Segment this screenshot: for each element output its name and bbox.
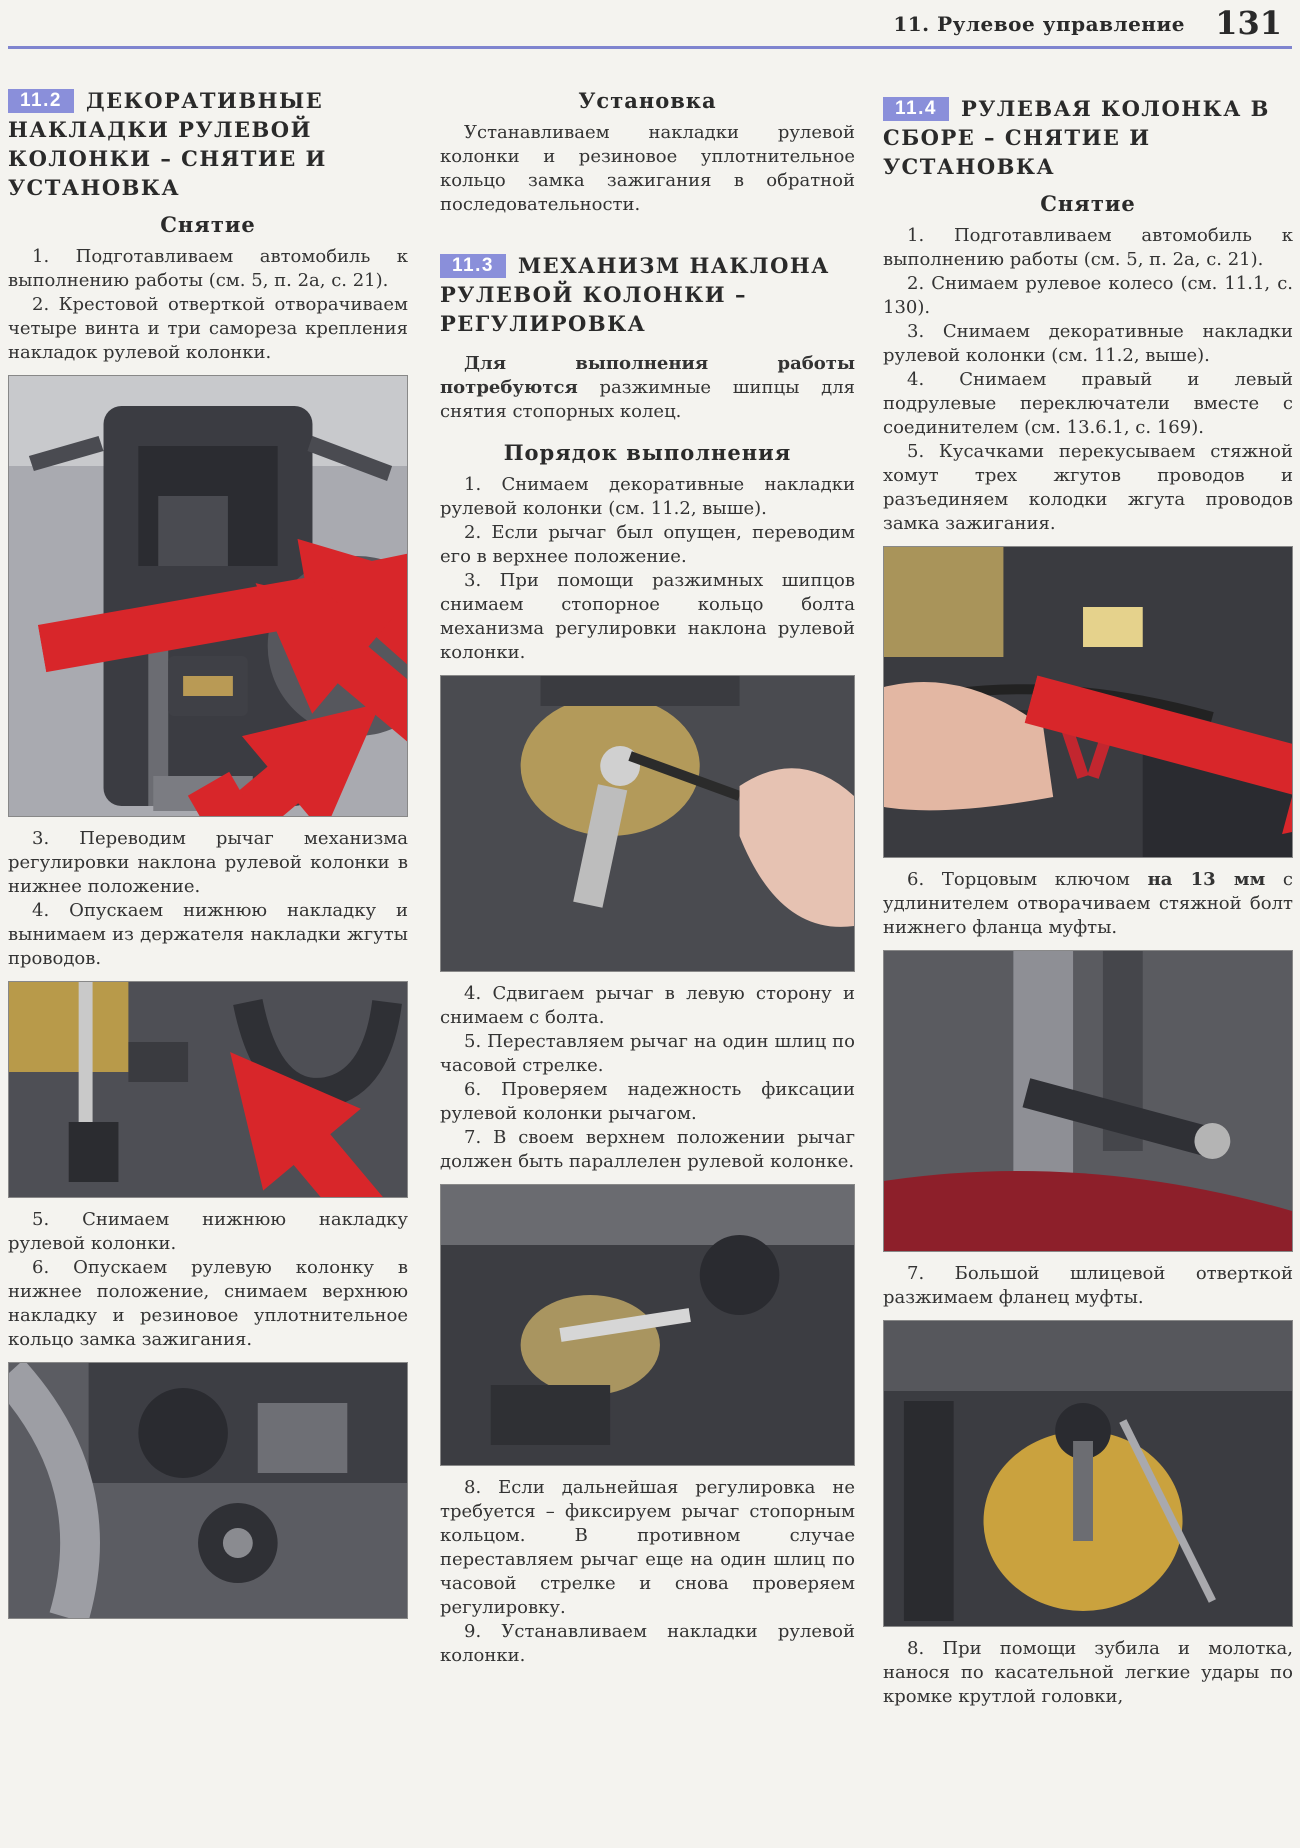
step-text: 3. При помощи разжимных шипцов снимаем стопорное кольцо болта механизма регулировки наклона рулевой колонки. <box>440 570 855 663</box>
step-text: 5. Переставляем рычаг на один шлиц по часовой стрелке. <box>440 1031 855 1076</box>
tools-text <box>440 352 855 424</box>
step-text: 7. В своем верхнем положении рычаг должен быть параллелен рулевой колонке. <box>440 1127 855 1172</box>
section-11-2-title <box>8 86 408 202</box>
photo-dashboard-ignition <box>8 1362 408 1619</box>
photo-illustration <box>441 1185 854 1465</box>
step-text-part: 6. Торцовым ключом <box>907 869 1148 890</box>
section-heading: МЕХАНИЗМ НАКЛОНА РУЛЕВОЙ КОЛОНКИ – РЕГУЛИРОВКА <box>440 253 830 336</box>
install-text: Устанавливаем накладки рулевой колонки и резиновое уплотнительное кольцо замка зажигания в обратной последовательности. <box>440 122 855 215</box>
page-header <box>0 0 1300 55</box>
section-badge: 11.4 <box>883 97 949 121</box>
section-11-3-title <box>440 251 855 338</box>
section-badge: 11.2 <box>8 89 74 113</box>
step-text: 4. Опускаем нижнюю накладку и вынимаем из держателя накладки жгуты проводов. <box>8 900 408 969</box>
photo-adjustment-lever <box>440 1184 855 1466</box>
subheading-removal: Снятие <box>1040 191 1136 216</box>
header-rule <box>8 46 1292 49</box>
step-text: 6. Проверяем надежность фиксации рулевой колонки рычагом. <box>440 1079 855 1124</box>
section-badge: 11.3 <box>440 254 506 278</box>
step-text: 8. При помощи зубила и молотка, нанося по касательной легкие удары по кромке крутлой головки, <box>883 1638 1293 1707</box>
column-left <box>8 70 408 1848</box>
subheading-install: Установка <box>578 88 717 113</box>
subheading-order: Порядок выполнения <box>503 440 792 465</box>
step-text: 4. Сдвигаем рычаг в левую сторону и снимаем с болта. <box>440 983 855 1028</box>
photo-cutting-wire-clamp <box>883 546 1293 858</box>
tools-rest: разжимные шипцы для снятия стопорных колец. <box>440 377 855 422</box>
step-text: 2. Снимаем рулевое колесо (см. 11.1, с. 130). <box>883 273 1293 318</box>
photo-retaining-ring-pliers <box>440 675 855 972</box>
step-text: 2. Если рычаг был опущен, переводим его в верхнее положение. <box>440 522 855 567</box>
step-text: 4. Снимаем правый и левый подрулевые переключатели вместе с соединителем (см. 13.6.1, с. 169). <box>883 369 1293 438</box>
photo-column-covers-screws <box>8 375 408 817</box>
step-text: 1. Снимаем декоративные накладки рулевой колонки (см. 11.2, выше). <box>440 474 855 519</box>
step-text: 3. Снимаем декоративные накладки рулевой колонки (см. 11.2, выше). <box>883 321 1293 366</box>
photo-illustration <box>884 951 1292 1251</box>
step-text-bold: на 13 мм <box>1147 869 1266 890</box>
column-middle <box>440 70 855 1848</box>
step-text: 6. Опускаем рулевую колонку в нижнее положение, снимаем верхнюю накладку и резиновое уплотнительное кольцо замка зажигания. <box>8 1257 408 1350</box>
step-text: 2. Крестовой отверткой отворачиваем четыре винта и три самореза крепления накладок рулевой колонки. <box>8 294 408 363</box>
page-number: 131 <box>1215 4 1282 42</box>
chapter-title: 11. Рулевое управление <box>893 12 1185 36</box>
photo-illustration <box>441 676 854 971</box>
photo-chisel-coupling <box>883 1320 1293 1627</box>
step-text: 5. Кусачками перекусываем стяжной хомут трех жгутов проводов и разъединяем колодки жгута проводов замка зажигания. <box>883 441 1293 534</box>
section-heading: РУЛЕВАЯ КОЛОНКА В СБОРЕ – СНЯТИЕ И УСТАНОВКА <box>883 96 1270 179</box>
step-text: 1. Подготавливаем автомобиль к выполнению работы (см. 5, п. 2а, с. 21). <box>883 225 1293 270</box>
step-text: 5. Снимаем нижнюю накладку рулевой колонки. <box>8 1209 408 1254</box>
step-text: 9. Устанавливаем накладки рулевой колонки. <box>440 1621 855 1666</box>
step-text: 3. Переводим рычаг механизма регулировки наклона рулевой колонки в нижнее положение. <box>8 828 408 897</box>
photo-socket-wrench-flange <box>883 950 1293 1252</box>
step-text-part: с удлинителем отворачиваем стяжной болт нижнего фланца муфты. <box>883 869 1293 938</box>
subheading-removal: Снятие <box>160 212 256 237</box>
tools-bold: Для выполнения работы потребуются <box>440 353 855 398</box>
photo-lower-cover-wires <box>8 981 408 1198</box>
step-text <box>883 868 1293 940</box>
photo-illustration <box>9 1363 407 1618</box>
section-heading: ДЕКОРАТИВНЫЕ НАКЛАДКИ РУЛЕВОЙ КОЛОНКИ – СНЯТИЕ И УСТАНОВКА <box>8 88 327 200</box>
step-text: 1. Подготавливаем автомобиль к выполнению работы (см. 5, п. 2а, с. 21). <box>8 246 408 291</box>
step-text: 7. Большой шлицевой отверткой разжимаем фланец муфты. <box>883 1263 1293 1308</box>
step-text: 8. Если дальнейшая регулировка не требуется – фиксируем рычаг стопорным кольцом. В противном случае переставляем рычаг еще на один шлиц по часовой стрелке и снова проверяем регулировку. <box>440 1477 855 1618</box>
section-11-4-title <box>883 94 1293 181</box>
photo-illustration <box>884 1321 1292 1626</box>
column-right <box>883 70 1293 1848</box>
